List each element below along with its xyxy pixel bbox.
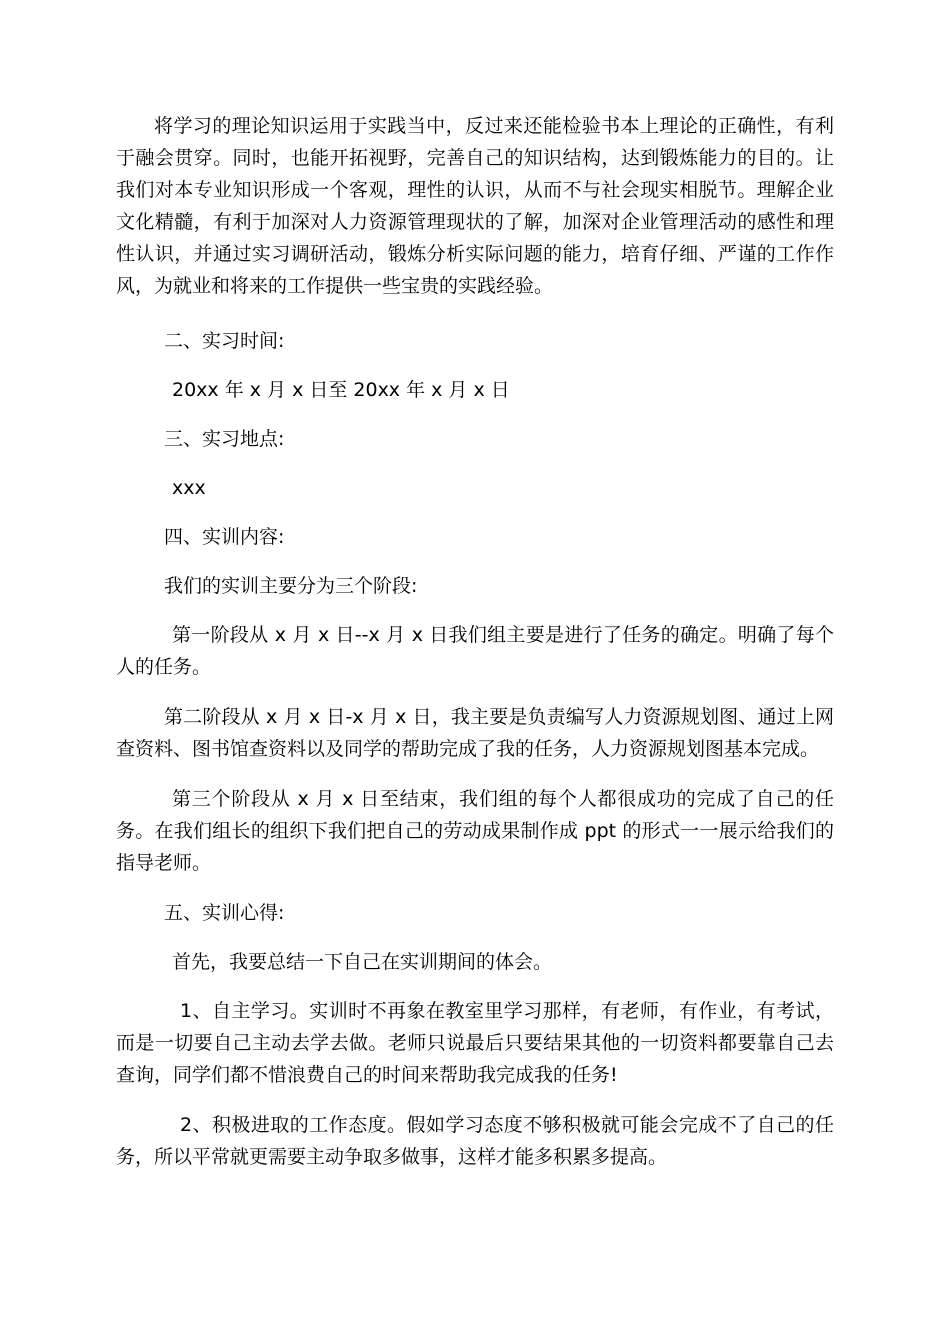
stage-1-paragraph: 第一阶段从 x 月 x 日--x 月 x 日我们组主要是进行了任务的确定。明确了每个人的任务。 [116, 624, 834, 678]
section-time-heading: 二、实习时间: [164, 330, 285, 352]
section-experience-intro: 首先，我要总结一下自己在实训期间的体会。 [172, 951, 553, 973]
section-experience-heading: 五、实训心得: [164, 902, 285, 924]
section-content-heading: 四、实训内容: [164, 526, 285, 548]
section-place-heading: 三、实习地点: [164, 428, 285, 450]
stage-3-paragraph: 第三个阶段从 x 月 x 日至结束，我们组的每个人都很成功的完成了自己的任务。在我们组长的组织下我们把自己的劳动成果制作成 ppt 的形式一一展示给我们的指导老师。 [116, 788, 834, 874]
intro-paragraph: 将学习的理论知识运用于实践当中，反过来还能检验书本上理论的正确性，有利于融会贯穿。同时，也能开拓视野，完善自己的知识结构，达到锻炼能力的目的。让我们对本专业知识形成一个客观，理性的认识，从而不与社会现实相脱节。理解企业文化精髓，有利于加深对人力资源管理现状的了解，加深对企业管理活动的感性和理性认识，并通过实习调研活动，锻炼分析实际问题的能力，培育仔细、严谨的工作作风，为就业和将来的工作提供一些宝贵的实践经验。 [116, 115, 834, 297]
stage-2-paragraph: 第二阶段从 x 月 x 日-x 月 x 日，我主要是负责编写人力资源规划图、通过上网查资料、图书馆查资料以及同学的帮助完成了我的任务，人力资源规划图基本完成。 [116, 706, 834, 760]
section-content-intro: 我们的实训主要分为三个阶段: [164, 575, 418, 597]
experience-item-1: 1、自主学习。实训时不再象在教室里学习那样，有老师，有作业，有考试，而是一切要自己主动去学去做。老师只说最后只要结果其他的一切资料都要靠自己去查询，同学们都不惜浪费自己的时间来帮助我完成我的任务! [116, 1000, 834, 1086]
experience-item-2: 2、积极进取的工作态度。假如学习态度不够积极就可能会完成不了自己的任务，所以平常就更需要主动争取多做事，这样才能多积累多提高。 [116, 1114, 834, 1168]
section-time-value: 20xx 年 x 月 x 日至 20xx 年 x 月 x 日 [172, 379, 510, 401]
section-place-value: xxx [172, 477, 206, 499]
